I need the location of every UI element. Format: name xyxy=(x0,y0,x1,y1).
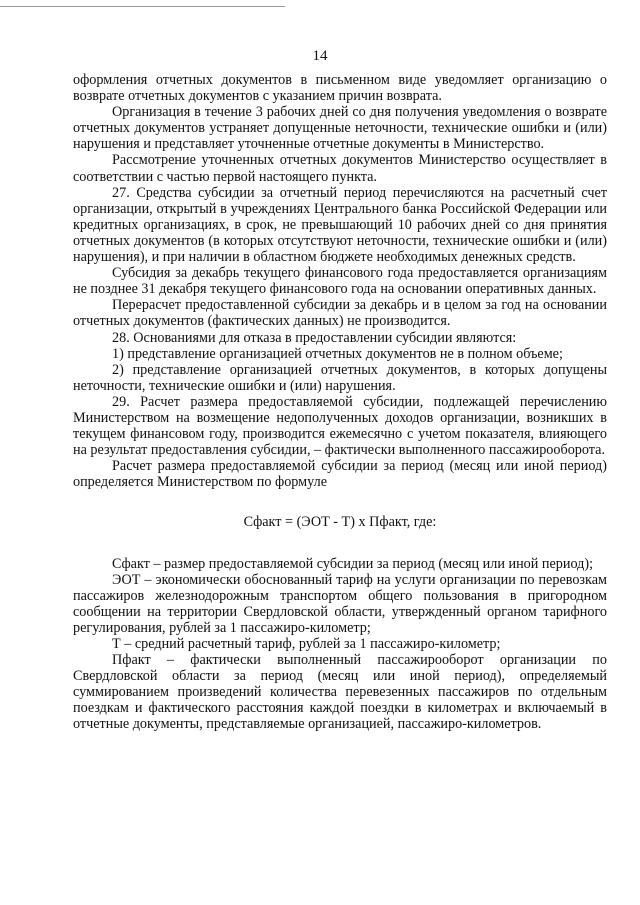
definition-t: Т – средний расчетный тариф, рублей за 1 пассажиро-километр; xyxy=(112,636,501,652)
paragraph-3: Рассмотрение уточненных отчетных документов Министерство осуществляет в соответствии с частью первой настоящего пункта. xyxy=(73,152,607,185)
page-number: 14 xyxy=(312,48,328,64)
paragraph-december-subsidy: Субсидия за декабрь текущего финансового года предоставляется организациям не позднее 31 декабря текущего финансового года на основании оперативных данных. xyxy=(73,265,607,298)
definition-eot: ЭОТ – экономически обоснованный тариф на услуги организации по перевозкам пассажиров железнодорожным транспортом общего пользования в пригородном сообщении на территории Свердловской области, утвержденный органом тарифного регулирования, рублей за 1 пассажиро-километр; xyxy=(73,571,607,636)
paragraph-formula-intro: Расчет размера предоставляемой субсидии за период (месяц или иной период) определяется Министерством по формуле xyxy=(73,458,607,491)
scan-artifact-line xyxy=(0,6,285,7)
formula: Сфакт = (ЭОТ - Т) x Пфакт, где: xyxy=(243,514,437,531)
list-item-2: 2) представление организацией отчетных документов, в которых допущены неточности, технические ошибки и (или) нарушения. xyxy=(73,361,607,394)
list-item-1: 1) представление организацией отчетных документов не в полном объеме; xyxy=(112,345,563,362)
paragraph-recalculation: Перерасчет предоставленной субсидии за декабрь и в целом за год на основании отчетных документов (фактических данных) не производится. xyxy=(73,297,607,330)
definition-sfakt: Сфакт – размер предоставляемой субсидии за период (месяц или иной период); xyxy=(112,555,594,572)
paragraph-1: оформления отчетных документов в письменном виде уведомляет организацию о возврате отчетных документов с указанием причин возврата. xyxy=(73,72,607,105)
definition-pfakt: Пфакт – фактически выполненный пассажирооборот организации по Свердловской области за период (месяц или иной период), определяемый суммированием произведений количества перевезенных пассажиров по отдельным поездкам и фактического расстояния каждой поездки в километрах и включаемый в отчетные документы, представляемые организацией, пассажиро-километров. xyxy=(73,652,607,733)
paragraph-29: 29. Расчет размера предоставляемой субсидии, подлежащей перечислению Министерством на возмещение недополученных доходов организации, возникших в текущем финансовом году, производится ежемесячно с учетом показателя, влияющего на результат предоставления субсидии, – фактически выполненного пассажирооборота. xyxy=(73,393,607,459)
paragraph-2: Организация в течение 3 рабочих дней со дня получения уведомления о возврате отчетных документов устраняет допущенные неточности, технические ошибки и (или) нарушения и представляет уточненные отчетные документы в Министерство. xyxy=(73,104,607,153)
paragraph-27: 27. Средства субсидии за отчетный период перечисляются на расчетный счет организации, открытый в учреждениях Центрального банка Российской Федерации или кредитных организациях, в срок, не превышающий 10 рабочих дней со дня принятия отчетных документов (в которых отсутствуют неточности, технические ошибки и (или) нарушения), и при наличии в областном бюджете необходимых денежных средств. xyxy=(73,184,607,266)
document-body xyxy=(73,72,607,733)
paragraph-28: 28. Основаниями для отказа в предоставлении субсидии являются: xyxy=(112,329,517,346)
